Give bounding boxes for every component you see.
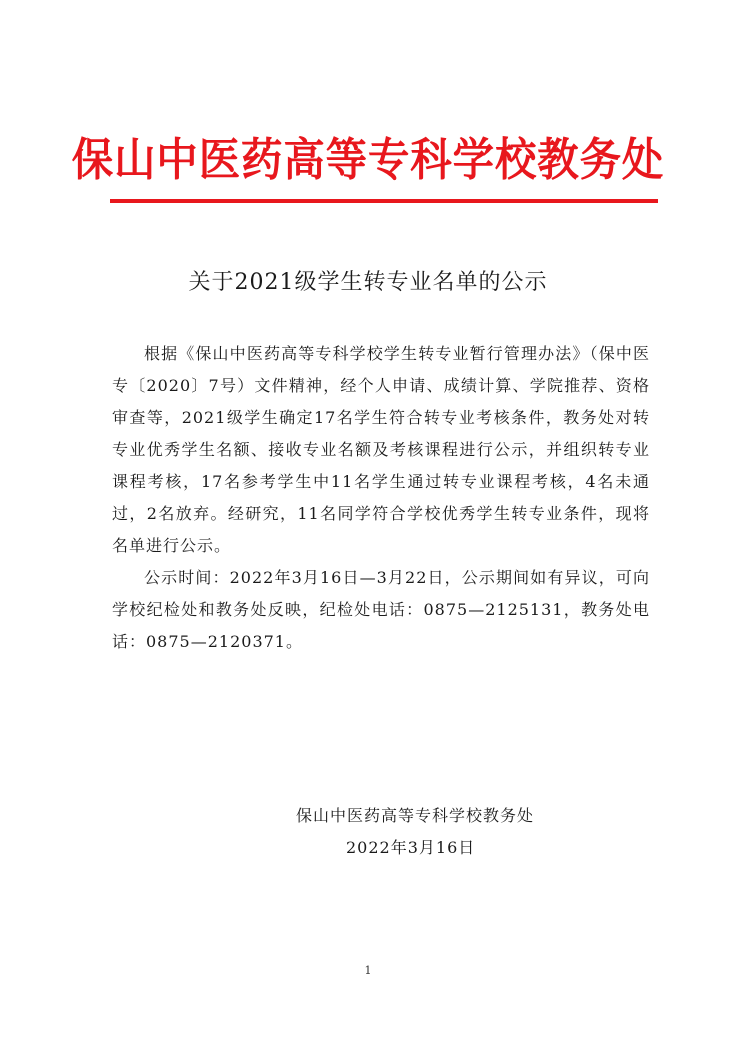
signature-organization: 保山中医药高等专科学校教务处: [296, 806, 535, 825]
signature-date: 2022年3月16日: [346, 838, 476, 857]
document-title: 关于2021级学生转专业名单的公示: [188, 270, 548, 295]
body-paragraph: 根据《保山中医药高等专科学校学生转专业暂行管理办法》（保中医专〔2020〕7号）文件精神，经个人申请、成绩计算、学院推荐、资格审查等，2021级学生确定17名学生符合转专业考核条件，教务处对转专业优秀学生名额、接收专业名额及考核课程进行公示，并组织转专业课程考核，17名参考学生中11名学生通过转专业课程考核，4名未通过，2名放弃。经研究，11名同学符合学校优秀学生转专业条件，现将名单进行公示。: [112, 344, 650, 555]
letterhead-divider: [110, 199, 658, 203]
body-paragraph: 公示时间：2022年3月16日—3月22日，公示期间如有异议，可向学校纪检处和教务处反映，纪检处电话：0875—2125131，教务处电话：0875—2120371。: [112, 568, 650, 651]
document-body: [112, 338, 650, 658]
page-number: 1: [364, 964, 372, 977]
letterhead-title: 保山中医药高等专科学校教务处: [71, 133, 665, 186]
